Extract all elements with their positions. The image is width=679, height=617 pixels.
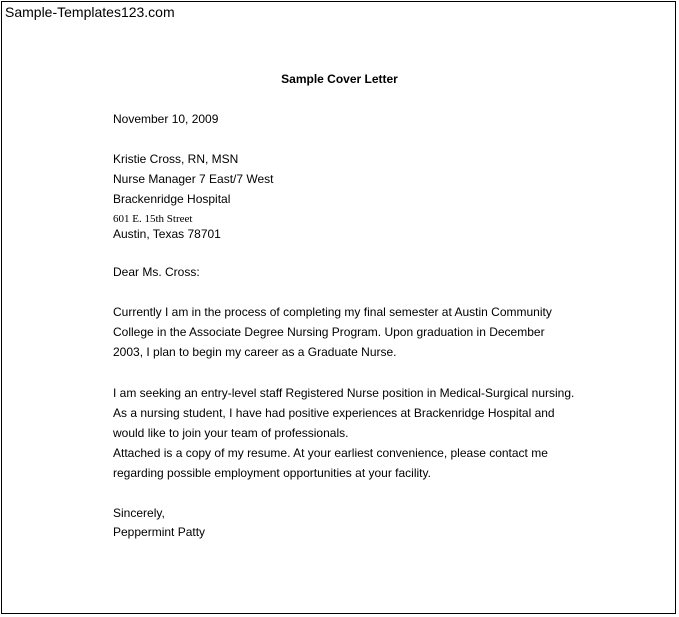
paragraph-2-line: As a nursing student, I have had positive experiences at Brackenridge Hospital and — [113, 406, 555, 420]
recipient-hospital: Brackenridge Hospital — [113, 192, 231, 206]
recipient-city: Austin, Texas 78701 — [113, 227, 221, 241]
paragraph-2-line: Attached is a copy of my resume. At your earliest convenience, please contact me — [113, 446, 548, 460]
salutation: Dear Ms. Cross: — [113, 265, 200, 279]
recipient-name: Kristie Cross, RN, MSN — [113, 152, 239, 166]
letter-date: November 10, 2009 — [113, 112, 219, 126]
paragraph-2-line: regarding possible employment opportunities at your facility. — [113, 466, 431, 480]
site-watermark: Sample-Templates123.com — [5, 4, 175, 20]
recipient-street: 601 E. 15th Street — [113, 213, 193, 225]
paragraph-2-line: I am seeking an entry-level staff Registered Nurse position in Medical-Surgical nursing. — [113, 386, 575, 400]
paragraph-1-line: 2003, I plan to begin my career as a Graduate Nurse. — [113, 345, 397, 359]
closing: Sincerely, — [113, 506, 165, 520]
paragraph-1-line: Currently I am in the process of completing my final semester at Austin Community — [113, 305, 552, 319]
paragraph-2-line: would like to join your team of professionals. — [113, 426, 349, 440]
recipient-position: Nurse Manager 7 East/7 West — [113, 172, 274, 186]
letter-title: Sample Cover Letter — [281, 72, 398, 86]
paragraph-1-line: College in the Associate Degree Nursing Program. Upon graduation in December — [113, 325, 545, 339]
signature: Peppermint Patty — [113, 525, 206, 539]
